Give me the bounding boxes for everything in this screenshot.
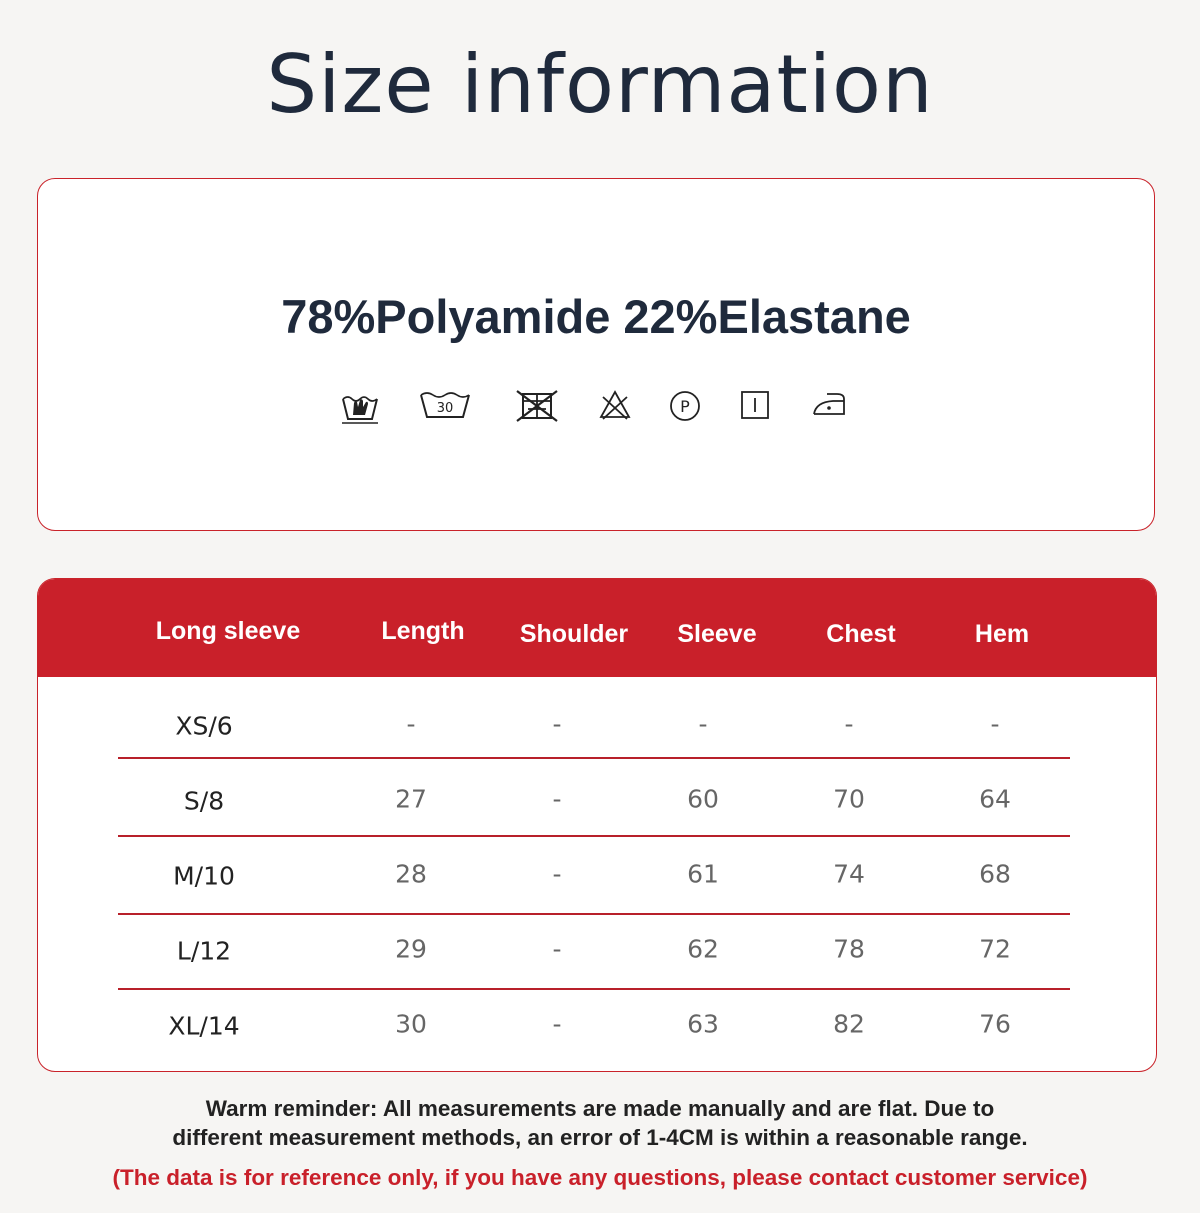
header-shoulder: Shoulder (519, 620, 629, 648)
dry-clean-p-icon (668, 389, 702, 423)
hem-value: - (990, 709, 1000, 739)
chest-value: 78 (833, 934, 865, 964)
sleeve-value: 61 (687, 859, 719, 889)
row-divider (118, 757, 1070, 759)
sleeve-value: - (698, 709, 708, 739)
header-chest: Chest (826, 620, 896, 648)
iron-low-icon (811, 389, 847, 419)
row-divider (118, 835, 1070, 837)
length-value: 30 (395, 1009, 427, 1039)
chest-value: 74 (833, 859, 865, 889)
sleeve-value: 60 (687, 784, 719, 814)
length-value: 29 (395, 934, 427, 964)
chest-value: - (844, 709, 854, 739)
wash-30-icon (418, 389, 472, 421)
length-value: 28 (395, 859, 427, 889)
size-label: L/12 (176, 936, 232, 966)
length-value: 27 (395, 784, 427, 814)
size-label: XS/6 (175, 711, 233, 741)
chest-value: 82 (833, 1009, 865, 1039)
hem-value: 76 (979, 1009, 1011, 1039)
shoulder-value: - (552, 709, 562, 739)
hem-value: 68 (979, 859, 1011, 889)
shoulder-value: - (552, 784, 562, 814)
page-title: Size information (266, 38, 934, 131)
shoulder-value: - (552, 859, 562, 889)
reminder-line-2: different measurement methods, an error of 1-4CM is within a reasonable range. (172, 1125, 1028, 1150)
length-value: - (406, 709, 416, 739)
chest-value: 70 (833, 784, 865, 814)
shoulder-value: - (552, 934, 562, 964)
hem-value: 72 (979, 934, 1011, 964)
size-table (37, 578, 1157, 1072)
header-hem: Hem (974, 620, 1030, 648)
warm-reminder (0, 1094, 1200, 1152)
fabric-card (37, 178, 1155, 531)
header-length: Length (381, 617, 465, 645)
size-label: M/10 (173, 861, 235, 891)
shoulder-value: - (552, 1009, 562, 1039)
do-not-tumble-dry-icon (514, 389, 560, 423)
do-not-bleach-icon (598, 389, 632, 421)
reminder-line-1: Warm reminder: All measurements are made manually and are flat. Due to (205, 1096, 995, 1121)
svg-text:P: P (679, 397, 690, 416)
reference-notice: (The data is for reference only, if you have any questions, please contact customer service) (112, 1165, 1088, 1190)
sleeve-value: 63 (687, 1009, 719, 1039)
svg-text:30: 30 (436, 401, 453, 416)
row-divider (118, 913, 1070, 915)
size-label: S/8 (183, 786, 225, 816)
hem-value: 64 (979, 784, 1011, 814)
sleeve-value: 62 (687, 934, 719, 964)
line-dry-icon (739, 389, 771, 421)
row-divider (118, 988, 1070, 990)
hand-wash-icon (340, 389, 380, 425)
fabric-composition: 78%Polyamide 22%Elastane (281, 290, 911, 343)
header-sleeve: Sleeve (677, 620, 757, 648)
header-long-sleeve: Long sleeve (155, 617, 301, 645)
size-label: XL/14 (168, 1011, 240, 1041)
size-table-header (38, 579, 1156, 677)
care-icons (38, 389, 1154, 425)
